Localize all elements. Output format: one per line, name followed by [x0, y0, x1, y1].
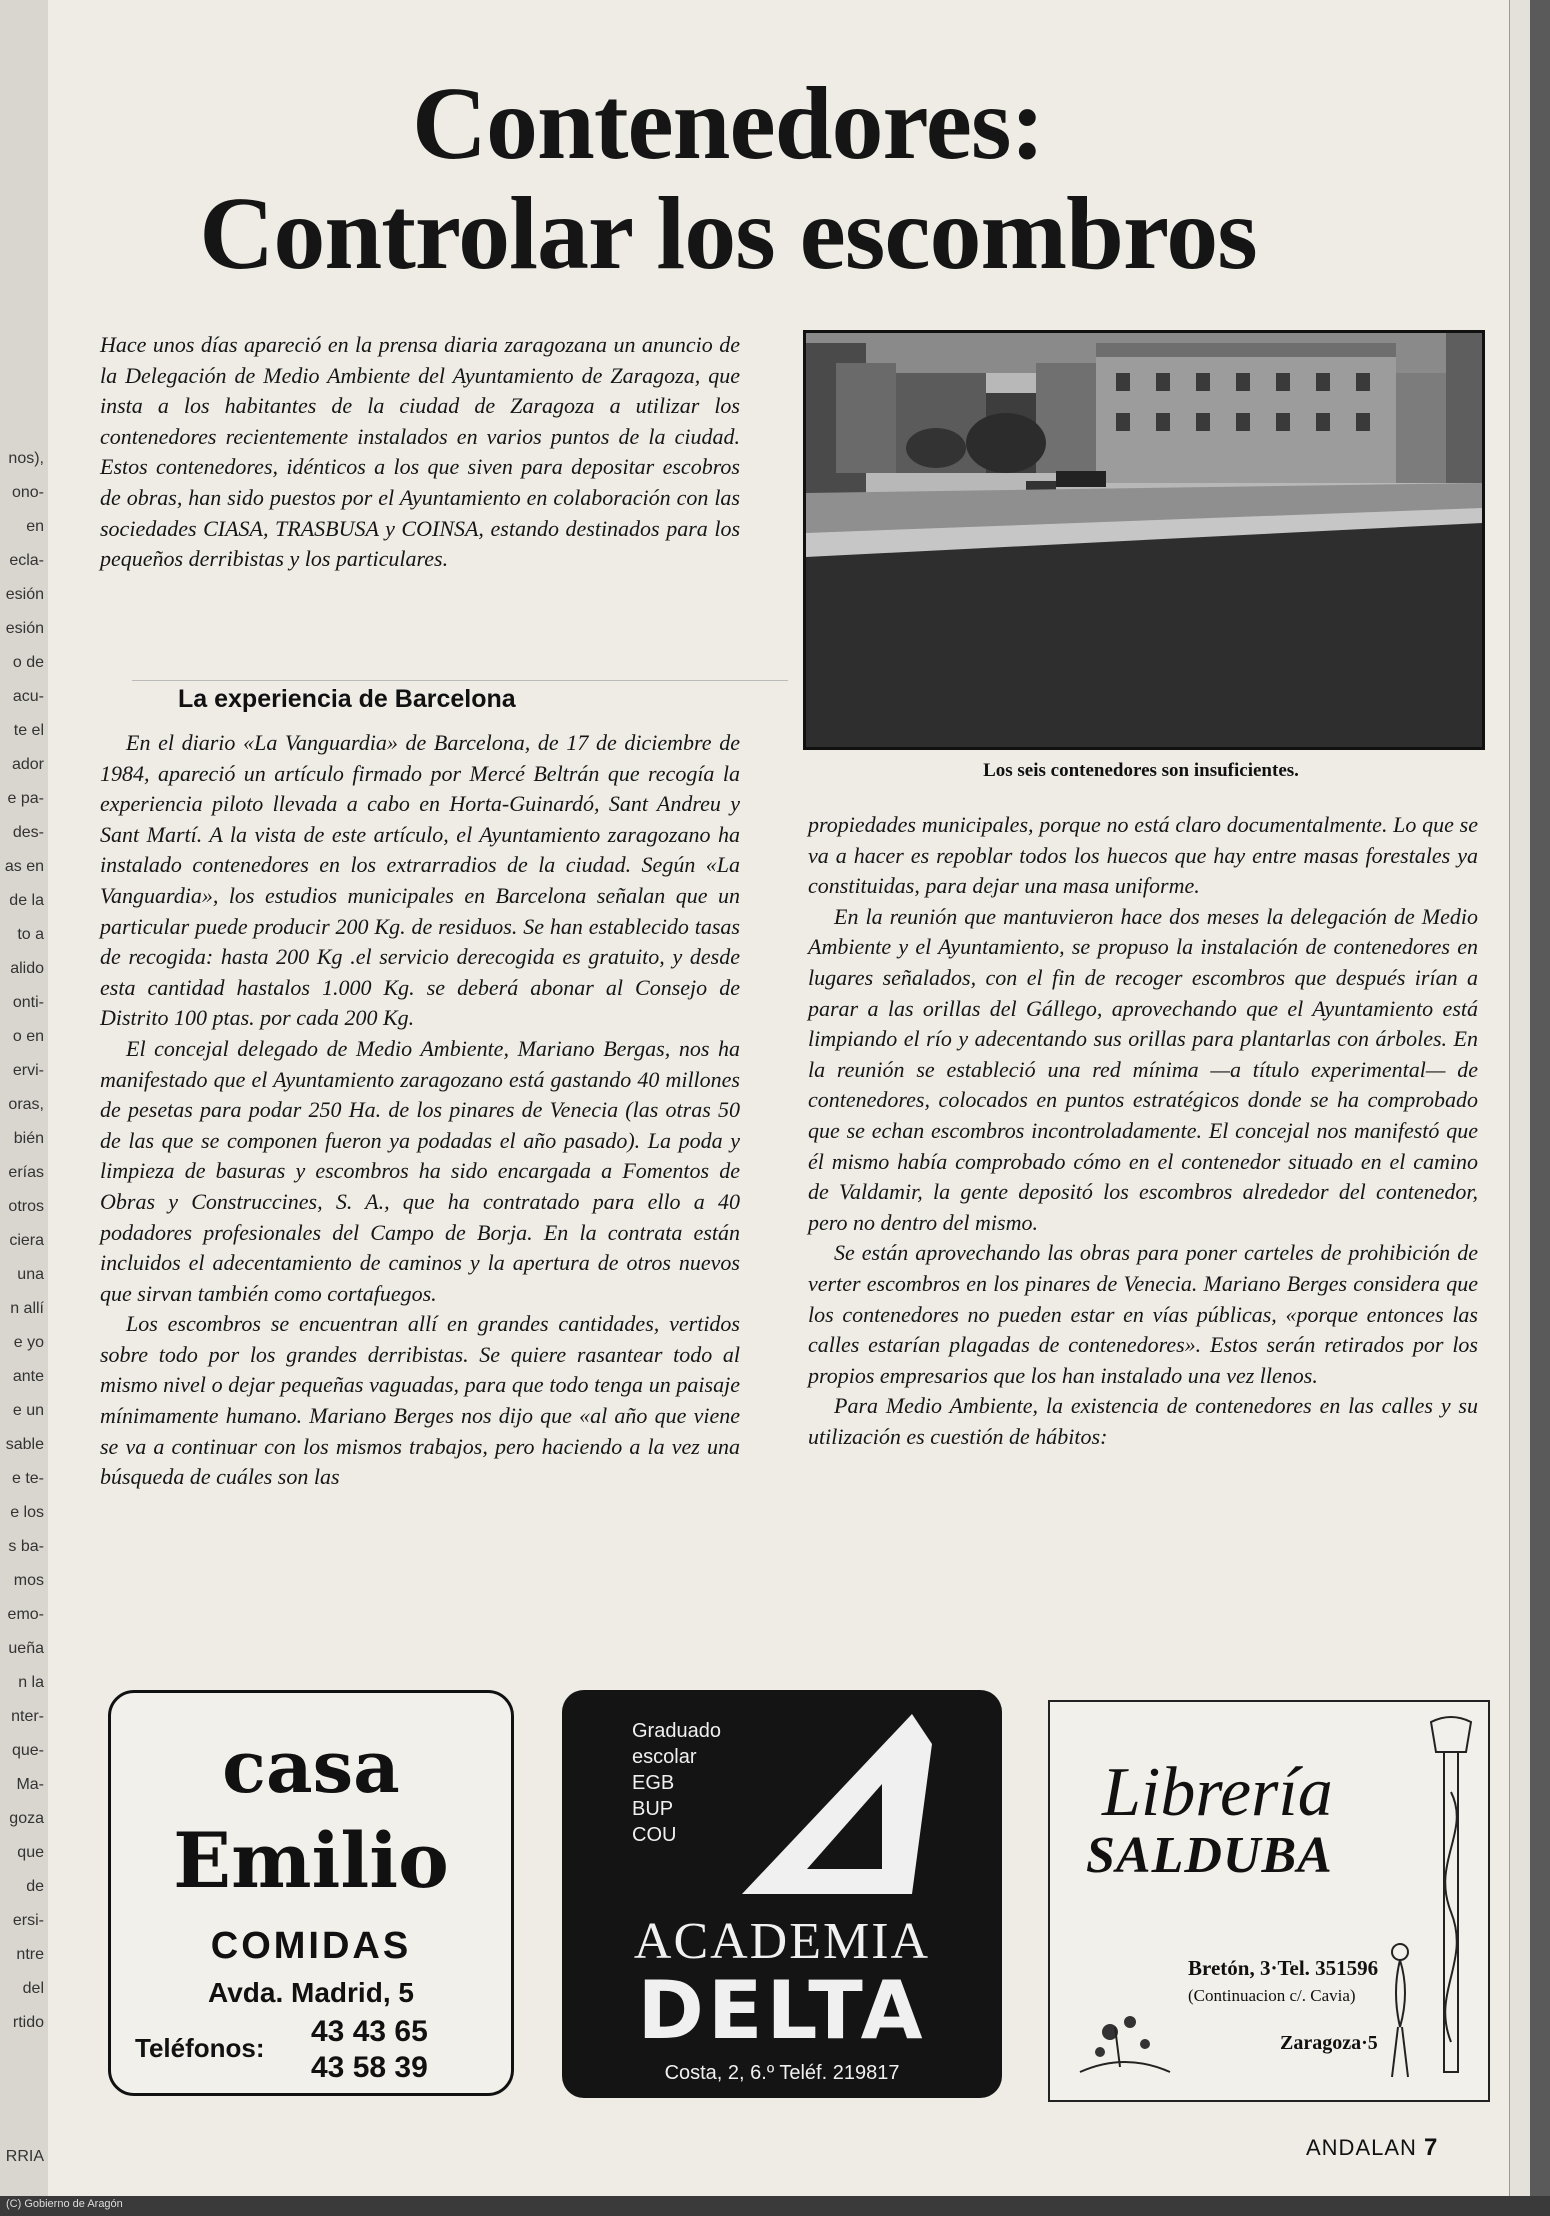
adjacent-page-fragment: emo-: [7, 1606, 44, 1623]
adjacent-page-fragment: que-: [11, 1742, 44, 1759]
adjacent-page-fragment: esión: [5, 586, 44, 603]
adjacent-page-fragment: de: [26, 1878, 44, 1895]
adjacent-page-fragment: ntre: [16, 1946, 44, 1963]
ad-academia-delta: [562, 1690, 1002, 2098]
adjacent-page-fragment: e un: [12, 1402, 44, 1419]
right-page-edge: [1509, 0, 1530, 2196]
adjacent-page-fragment: o de: [12, 654, 44, 671]
adjacent-page-fragment: des-: [12, 824, 44, 841]
adjacent-page-fragment: n la: [18, 1674, 44, 1691]
adjacent-page-fragment: n allí: [10, 1300, 44, 1317]
adjacent-page-fragment: to a: [17, 926, 44, 943]
scan-credit: (C) Gobierno de Aragón: [6, 2198, 123, 2210]
adjacent-page-fragment: que: [17, 1844, 44, 1861]
adjacent-page-fragment: ueña: [8, 1640, 44, 1657]
stork-ornament-icon: [1370, 1932, 1430, 2082]
adjacent-page-fragment: ersi-: [12, 1912, 44, 1929]
ad-casa-emilio: [108, 1690, 514, 2096]
adjacent-page-fragment: alido: [10, 960, 44, 977]
adjacent-page-fragment: otros: [8, 1198, 44, 1215]
ad-salduba-address-note: (Continuacion c/. Cavia): [1188, 1986, 1356, 2005]
adjacent-page-fragment: ecla-: [9, 552, 44, 569]
adjacent-page-fragment: en: [26, 518, 44, 535]
ad-delta-levels: [632, 1718, 721, 1848]
headline-line-1: Contenedores:: [411, 66, 1045, 181]
ad-salduba-address: Bretón, 3·Tel. 351596: [1188, 1956, 1379, 1980]
adjacent-page-fragment: nter-: [11, 1708, 44, 1725]
page-footer: [1306, 2134, 1438, 2162]
right-paragraph: Para Medio Ambiente, la existencia de contenedores en las calles y su utilización es cuestión de hábitos:: [808, 1393, 1478, 1449]
adjacent-page-fragment: te el: [13, 722, 44, 739]
adjacent-page-fragment: RRIA: [5, 2148, 44, 2165]
ad-delta-address: Costa, 2, 6.º Teléf. 219817: [664, 2062, 900, 2084]
flowers-ornament-icon: [1070, 1982, 1180, 2082]
adjacent-page-fragment: esión: [5, 620, 44, 637]
section-subhead: La experiencia de Barcelona: [132, 680, 788, 714]
page-number: 7: [1424, 2134, 1439, 2161]
scan-bottom-band: [0, 2196, 1550, 2216]
adjacent-page-fragment: rtido: [12, 2014, 44, 2031]
left-column-body: [100, 728, 740, 1493]
magazine-page: [48, 0, 1530, 2196]
ad-emilio-phone-label: Teléfonos:: [135, 2033, 265, 2063]
ad-emilio-brand-line-2: Emilio: [173, 1816, 449, 1905]
adjacent-page-fragment: goza: [9, 1810, 44, 1827]
adjacent-page-fragment: una: [17, 1266, 44, 1283]
adjacent-page-fragment: ador: [11, 756, 44, 773]
intro-text: Hace unos días apareció en la prensa diaria zaragozana un anuncio de la Delegación de Medio Ambiente del Ayuntamiento de Zaragoza, que insta a los habitantes de la ciudad de Zaragoza a utilizar los contenedores recientemente instalados en varios puntos de la ciudad. Estos contenedores, idénticos a los que siven para depositar escobros de obras, han sido puestos por el Ayuntamiento en colaboración con las sociedades CIASA, TRASBUSA y COINSA, estando destinados para los pequeños derribistas y los particulares.: [100, 332, 740, 572]
adjacent-page-fragment: s ba-: [8, 1538, 44, 1555]
headline: [188, 66, 1268, 291]
adjacent-page-fragment: o en: [12, 1028, 44, 1045]
photo-street-buildings: [806, 333, 1482, 747]
adjacent-page-fragment: erías: [8, 1164, 44, 1181]
adjacent-page-fragment: bién: [13, 1130, 44, 1147]
adjacent-page-fragment: e los: [10, 1504, 44, 1521]
ad-delta-level: BUP: [632, 1798, 674, 1820]
left-paragraph: En el diario «La Vanguardia» de Barcelona, de 17 de diciembre de 1984, apareció un artículo firmado por Mercé Beltrán que recogía la experiencia piloto llevada a cabo en Horta-Guinardó, Sant Andreu y Sant Martí. A la vista de este artículo, el Ayuntamiento zaragozano ha instalado contenedores en los extrarradios de la ciudad. Según «La Vanguardia», los estudios municipales en Barcelona señalan que un particular puede producir 200 Kg. de residuos. Se han establecido tasas de recogida: hasta 200 Kg .el servicio derecogida es gratuito, y desde esta cantidad hastalos 1.000 Kg. se deberá abonar al Consejo de Distrito 100 ptas. por cada 200 Kg.: [100, 730, 740, 1031]
adjacent-page-fragment: onti-: [12, 994, 44, 1011]
adjacent-page-fragment: Ma-: [16, 1776, 44, 1793]
headline-line-2: Controlar los escombros: [199, 176, 1257, 291]
right-paragraph: En la reunión que mantuvieron hace dos meses la delegación de Medio Ambiente y el Ayuntamiento, se propuso la instalación de contenedores en lugares señalados, con el fin de recoger escombros que después irían a parar a las orillas del Gállego, aprovechando que el Ayuntamiento está limpiando el río y adecentando sus orillas para plantarlas con árboles. En la reunión se estableció una red mínima —a título experimental— de contenedores, colocados en puntos estratégicos donde se ha comprobado que se echan escombros incontroladamente. El concejal nos manifestó que él mismo había comprobado cómo en el contenedor situado en el camino de Valdamir, la gente depositó los escombros alrededor del contenedor, pero no dentro del mismo.: [808, 903, 1478, 1235]
ad-delta-name: DELTA: [637, 1964, 927, 2057]
right-column-body: [808, 810, 1478, 1452]
ad-emilio-phone-2: 43 58 39: [311, 2051, 428, 2084]
ad-emilio-brand-line-1: casa: [222, 1724, 400, 1809]
ad-salduba-city: Zaragoza·5: [1280, 2032, 1378, 2054]
ad-delta-level: EGB: [632, 1772, 675, 1794]
ornamental-border-icon: [1426, 1712, 1476, 2082]
magazine-name: ANDALAN: [1306, 2135, 1417, 2160]
left-paragraph: El concejal delegado de Medio Ambiente, Mariano Bergas, nos ha manifestado que el Ayuntamiento zaragozano está gastando 40 millones de pesetas para podar 250 Ha. de los pinares de Venecia (las otras 50 de las que se componen fueron ya podadas el año pasado). La poda y limpieza de basuras y escombros ha sido encargada a Fomentos de Obras y Construccines, S. A., que ha contratado para ello a 40 podadores profesionales del Campo de Borja. En la contrata están incluidos el adecentamiento de caminos y la apertura de otros nuevos que sirvan también como cortafuegos.: [100, 1035, 740, 1306]
adjacent-page-fragment: e pa-: [7, 790, 44, 807]
right-paragraph: Se están aprovechando las obras para poner carteles de prohibición de verter escombros en los pinares de Venecia. Mariano Berges considera que los contenedores no pueden estar en vías públicas, «porque entonces las calles estarían plagadas de contenedores». Estos serán retirados por los propios empresarios que los han instalado una vez llenos.: [808, 1240, 1478, 1388]
ad-emilio-phone-1: 43 43 65: [311, 2015, 428, 2048]
adjacent-page-fragment: mos: [13, 1572, 44, 1589]
adjacent-page-fragment: as en: [4, 858, 44, 875]
delta-logo-icon: [712, 1704, 942, 1914]
ad-delta-level: Graduado: [632, 1720, 721, 1742]
intro-paragraph: [100, 330, 740, 575]
adjacent-page-fragment: del: [22, 1980, 44, 1997]
ad-libreria-salduba: [1048, 1700, 1490, 2102]
adjacent-page-fragment: e te-: [11, 1470, 44, 1487]
ad-emilio-address: Avda. Madrid, 5: [208, 1977, 414, 2008]
adjacent-page-fragment: ante: [12, 1368, 44, 1385]
adjacent-page-strip: [0, 0, 51, 2196]
adjacent-page-fragment: nos),: [8, 450, 44, 467]
adjacent-page-fragment: oras,: [8, 1096, 44, 1113]
adjacent-page-fragment: e yo: [13, 1334, 44, 1351]
adjacent-page-fragment: ervi-: [12, 1062, 44, 1079]
adjacent-page-fragment: de la: [9, 892, 44, 909]
ad-emilio-comidas: COMIDAS: [210, 1925, 412, 1967]
left-paragraph: Los escombros se encuentran allí en grandes cantidades, vertidos sobre todo por los grandes derribistas. Se quiere rasantear todo al mismo nivel o dejar pequeñas vaguadas, para que todo tenga un paisaje mínimamente humano. Mariano Berges nos dijo que «al año que viene se va a continuar con los mismos trabajos, pero haciendo a la vez una búsqueda de cuáles son las: [100, 1311, 740, 1490]
ad-salduba-libreria: Librería: [1102, 1754, 1333, 1831]
ad-delta-level: COU: [632, 1824, 677, 1846]
adjacent-page-fragment: sable: [5, 1436, 44, 1453]
ad-delta-academia: ACADEMIA: [633, 1913, 931, 1970]
ad-delta-level: escolar: [632, 1746, 697, 1768]
adjacent-page-fragment: ciera: [9, 1232, 44, 1249]
photo-caption: Los seis contenedores son insuficientes.: [983, 760, 1299, 781]
adjacent-page-fragment: acu-: [12, 688, 44, 705]
article-photo: [803, 330, 1485, 750]
adjacent-page-fragment: ono-: [11, 484, 44, 501]
ad-salduba-name: SALDUBA: [1086, 1827, 1333, 1884]
right-paragraph: propiedades municipales, porque no está claro documentalmente. Lo que se va a hacer es repoblar todos los huecos que hay entre masas forestales ya constituidas, para dejar una masa uniforme.: [808, 812, 1478, 899]
